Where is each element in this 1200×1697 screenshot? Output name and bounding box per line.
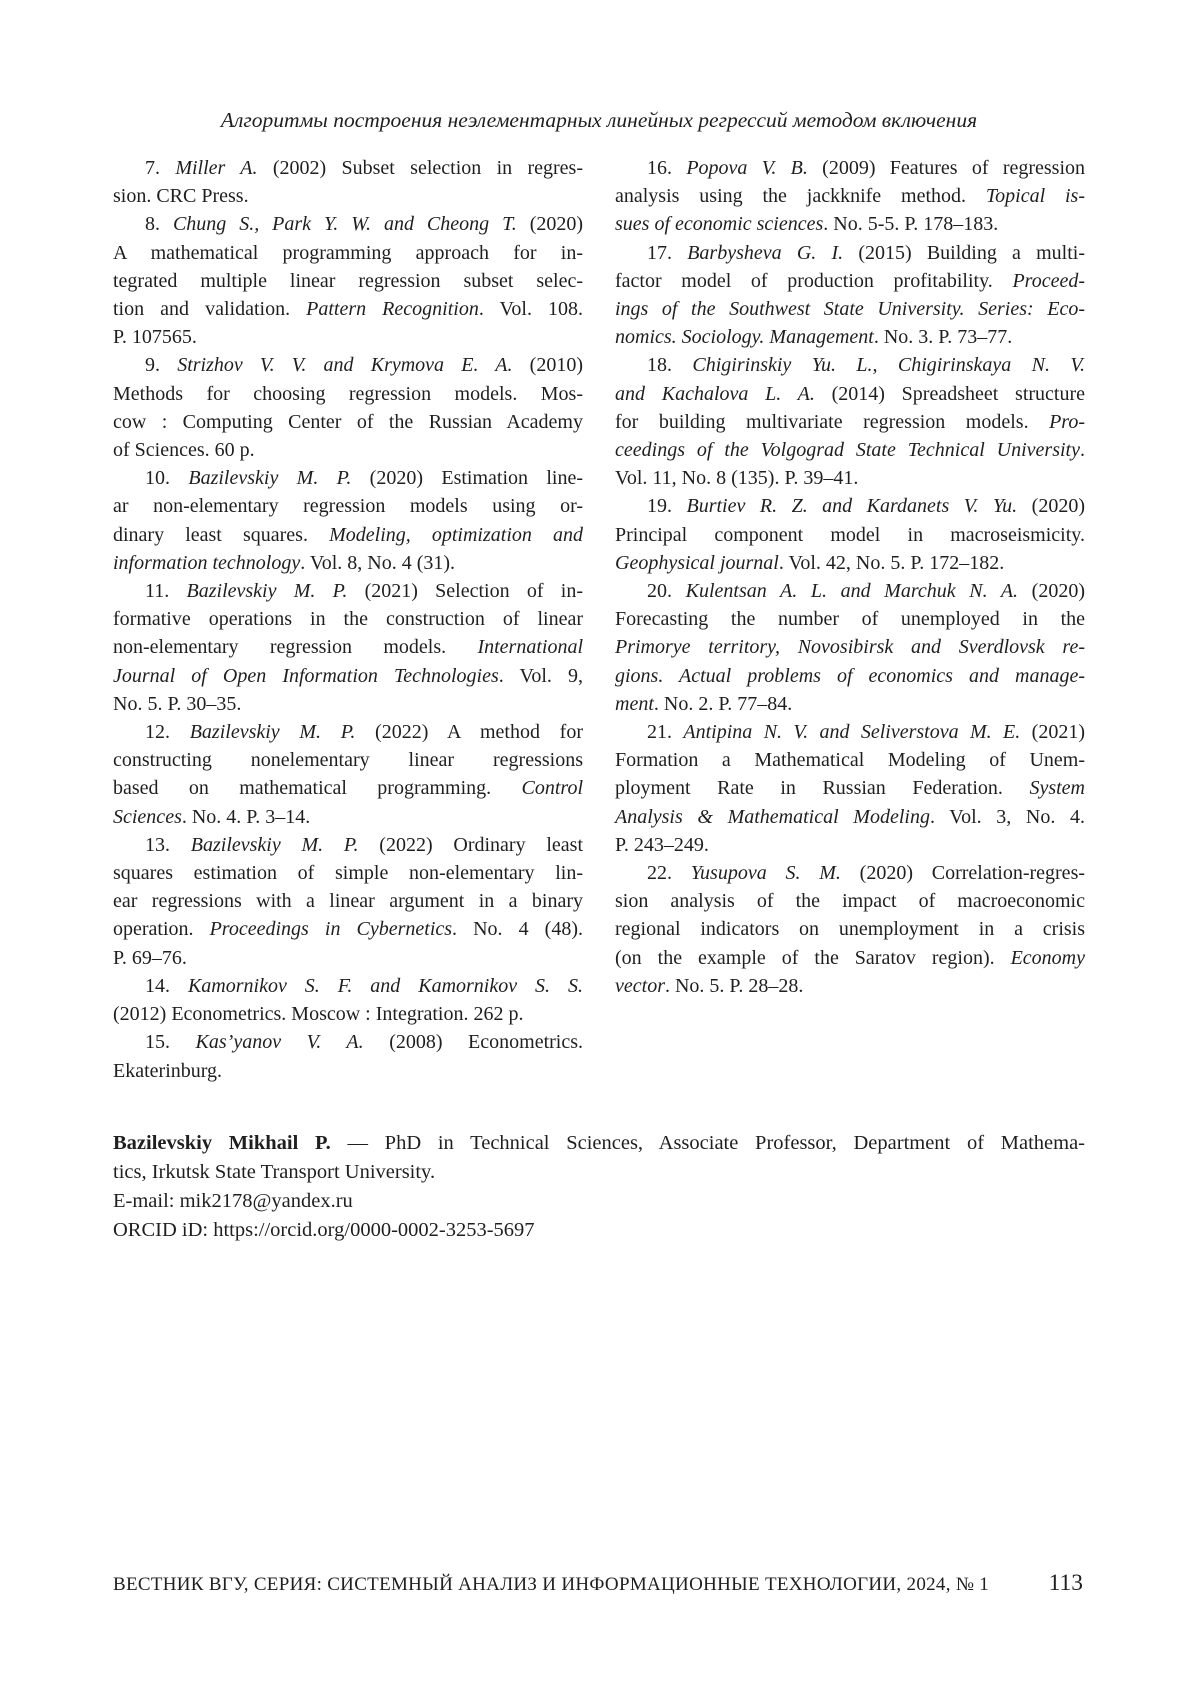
- reference-text: sion. CRC Press.: [113, 185, 249, 208]
- reference-line: [615, 746, 1085, 774]
- reference-item: [113, 831, 583, 972]
- reference-italic-text: Yusupova S. M.: [690, 862, 841, 885]
- reference-text: ployment Rate in Russian Federation.: [615, 777, 1030, 800]
- reference-italic-text: Antipina N. V. and Seliverstova M. E.: [683, 721, 1021, 744]
- reference-text: based on mathematical programming.: [113, 777, 522, 800]
- reference-item: [615, 351, 1085, 492]
- reference-line: [615, 972, 1085, 1000]
- reference-text: 13.: [145, 833, 191, 856]
- reference-item: [113, 1028, 583, 1084]
- running-header: Алгоритмы построения неэлементарных линейных регрессий методом включения: [220, 108, 978, 132]
- reference-text: (2012) Econometrics. Moscow : Integration. 262 p.: [113, 1003, 524, 1026]
- reference-italic-text: Burtiev R. Z. and Kardanets V. Yu.: [686, 495, 1018, 518]
- reference-italic-text: Chung S., Park Y. W. and Cheong T.: [172, 213, 517, 236]
- reference-line: [113, 182, 583, 210]
- journal-title-footer: ВЕСТНИК ВГУ, СЕРИЯ: СИСТЕМНЫЙ АНАЛИЗ И ИНФОРМАЦИОННЫЕ ТЕХНОЛОГИИ, 2024, № 1: [113, 1574, 990, 1595]
- reference-text: 9.: [145, 354, 178, 377]
- reference-text: (2020): [1017, 495, 1085, 518]
- reference-line: [113, 944, 583, 972]
- reference-line: [113, 154, 583, 182]
- reference-text: . No. 5. P. 28–28.: [664, 974, 804, 997]
- reference-item: [113, 577, 583, 718]
- reference-italic-text: ings of the Southwest State University. Series: Eco-: [615, 298, 1085, 321]
- reference-item: [113, 351, 583, 464]
- reference-item: [113, 154, 583, 210]
- reference-italic-text: Kamornikov S. F. and Kamornikov S. S.: [187, 974, 583, 997]
- reference-text: 21.: [647, 721, 684, 744]
- reference-italic-text: ment: [615, 692, 654, 715]
- reference-item: [615, 239, 1085, 352]
- reference-text: 11.: [145, 580, 187, 603]
- reference-text: squares estimation of simple non-elementary lin-: [113, 862, 583, 885]
- reference-italic-text: Economy: [1010, 946, 1085, 969]
- reference-text: A mathematical programming approach for in-: [113, 241, 583, 264]
- reference-line: [615, 521, 1085, 549]
- reference-line: [615, 267, 1085, 295]
- reference-text: . No. 5-5. P. 178–183.: [823, 213, 999, 236]
- reference-italic-text: International: [477, 636, 583, 659]
- reference-line: [113, 803, 583, 831]
- reference-text: (on the example of the Saratov region).: [615, 946, 1011, 969]
- reference-text: 10.: [145, 467, 189, 490]
- reference-text: formative operations in the construction of linear: [113, 608, 583, 631]
- reference-text: . Vol. 3, No. 4.: [929, 805, 1085, 828]
- reference-text: 8.: [145, 213, 173, 236]
- reference-text: Formation a Mathematical Modeling of Unem-: [615, 749, 1085, 772]
- reference-line: [615, 464, 1085, 492]
- author-line: [113, 1129, 1085, 1158]
- reference-text: ar non-elementary regression models using or-: [113, 495, 583, 518]
- reference-italic-text: nomics. Sociology. Management: [615, 326, 874, 349]
- reference-text: 16.: [647, 157, 687, 179]
- reference-line: [615, 831, 1085, 859]
- reference-line: [113, 492, 583, 520]
- reference-line: [615, 436, 1085, 464]
- reference-text: tion and validation.: [113, 298, 307, 321]
- reference-line: [113, 718, 583, 746]
- reference-text: .: [1080, 439, 1085, 462]
- reference-italic-text: Sciences: [113, 805, 182, 828]
- reference-text: (2020) Estimation line-: [351, 467, 584, 490]
- reference-text: tegrated multiple linear regression subset selec-: [113, 269, 583, 292]
- author-email-line: E-mail: mik2178@yandex.ru: [113, 1190, 353, 1212]
- reference-text: regional indicators on unemployment in a crisis: [615, 918, 1085, 941]
- reference-italic-text: Modeling, optimization and: [329, 523, 583, 546]
- reference-line: [113, 408, 583, 436]
- reference-text: Vol. 11, No. 8 (135). P. 39–41.: [615, 467, 859, 490]
- author-name: Bazilevskiy Mikhail P.: [113, 1132, 331, 1154]
- reference-italic-text: ceedings of the Volgograd State Technical University: [615, 439, 1080, 462]
- reference-italic-text: Bazilevskiy M. P.: [186, 580, 348, 603]
- reference-line: [113, 464, 583, 492]
- reference-text: of Sciences. 60 p.: [113, 439, 255, 462]
- reference-line: [615, 408, 1085, 436]
- reference-text: ear regressions with a linear argument in a binary: [113, 890, 583, 913]
- reference-text: dinary least squares.: [113, 523, 330, 546]
- reference-text: Forecasting the number of unemployed in the: [615, 608, 1085, 631]
- reference-text: . Vol. 108.: [478, 298, 583, 321]
- reference-text: Ekaterinburg.: [113, 1059, 223, 1082]
- reference-text: (2020): [1018, 580, 1085, 603]
- reference-line: [113, 605, 583, 633]
- reference-italic-text: Popova V. B.: [686, 157, 808, 179]
- reference-line: [615, 690, 1085, 718]
- reference-text: cow : Computing Center of the Russian Academy: [113, 410, 583, 433]
- author-affiliation-line: tics, Irkutsk State Transport University.: [113, 1161, 436, 1183]
- reference-text: sion analysis of the impact of macroeconomic: [615, 890, 1085, 913]
- reference-italic-text: Kas’yanov V. A.: [195, 1031, 364, 1054]
- reference-italic-text: Bazilevskiy M. P.: [190, 833, 359, 856]
- reference-text: . No. 3. P. 73–77.: [873, 326, 1013, 349]
- reference-line: [615, 944, 1085, 972]
- reference-text: 18.: [647, 354, 693, 377]
- reference-text: (2010): [512, 354, 583, 377]
- reference-item: [113, 972, 583, 1028]
- references-column-left: [113, 154, 583, 1085]
- reference-item: [113, 210, 583, 351]
- reference-line: [615, 662, 1085, 690]
- reference-text: P. 107565.: [113, 326, 197, 349]
- reference-item: [615, 154, 1085, 239]
- reference-line: [615, 492, 1085, 520]
- reference-italic-text: Geophysical journal: [615, 551, 779, 574]
- reference-line: [113, 295, 583, 323]
- reference-line: [113, 1000, 583, 1028]
- reference-italic-text: Pattern Recognition: [306, 298, 479, 321]
- reference-line: [615, 577, 1085, 605]
- reference-text: P. 69–76.: [113, 946, 187, 969]
- reference-line: [113, 690, 583, 718]
- reference-text: factor model of production profitability.: [615, 269, 1013, 292]
- reference-text: . Vol. 9,: [498, 664, 583, 687]
- reference-text: for building multivariate regression models.: [615, 410, 1050, 433]
- reference-line: [615, 718, 1085, 746]
- author-info-section: [113, 1129, 1085, 1245]
- reference-text: (2014) Spreadsheet structure: [814, 382, 1085, 405]
- reference-italic-text: Proceed-: [1012, 269, 1085, 292]
- reference-line: [113, 774, 583, 802]
- reference-text: 12.: [145, 721, 190, 744]
- reference-italic-text: Control: [521, 777, 583, 800]
- reference-text: . No. 4. P. 3–14.: [181, 805, 311, 828]
- reference-italic-text: Primorye territory, Novosibirsk and Sverdlovsk re-: [615, 636, 1085, 659]
- reference-line: [113, 662, 583, 690]
- reference-text: non-elementary regression models.: [113, 636, 478, 659]
- reference-italic-text: Barbysheva G. I.: [687, 241, 844, 264]
- reference-line: [113, 351, 583, 379]
- reference-text: (2002) Subset selection in regres-: [257, 157, 584, 179]
- reference-text: (2021) Selection of in-: [347, 580, 584, 603]
- reference-line: [113, 972, 583, 1000]
- reference-text: (2015) Building a multi-: [843, 241, 1086, 264]
- reference-line: [113, 380, 583, 408]
- reference-text: operation.: [113, 918, 210, 941]
- reference-line: [615, 605, 1085, 633]
- reference-line: [113, 633, 583, 661]
- page-number: 113: [1048, 1570, 1083, 1596]
- reference-item: [615, 718, 1085, 859]
- reference-line: [615, 182, 1085, 210]
- reference-line: [113, 859, 583, 887]
- reference-text: 15.: [145, 1031, 196, 1054]
- reference-text: 20.: [647, 580, 686, 603]
- reference-line: [615, 323, 1085, 351]
- reference-italic-text: and Kachalova L. A.: [615, 382, 815, 405]
- reference-italic-text: Kulentsan A. L. and Marchuk N. A.: [685, 580, 1019, 603]
- reference-line: [615, 803, 1085, 831]
- reference-item: [615, 492, 1085, 577]
- reference-text: (2021): [1020, 721, 1085, 744]
- reference-line: [615, 774, 1085, 802]
- reference-text: 17.: [647, 241, 688, 264]
- reference-text: Principal component model in macroseismicity.: [615, 523, 1085, 546]
- reference-line: [113, 210, 583, 238]
- reference-text: (2020) Correlation-regres-: [840, 862, 1086, 885]
- reference-line: [615, 549, 1085, 577]
- reference-text: (2022) A method for: [355, 721, 584, 744]
- reference-text: . Vol. 8, No. 4 (31).: [300, 551, 456, 574]
- reference-italic-text: System: [1029, 777, 1085, 800]
- reference-line: [113, 831, 583, 859]
- reference-line: [113, 436, 583, 464]
- reference-text: 7.: [145, 157, 176, 179]
- reference-text: Methods for choosing regression models. Mos-: [113, 382, 583, 405]
- reference-text: (2020): [516, 213, 584, 236]
- reference-text: constructing nonelementary linear regressions: [113, 749, 583, 772]
- reference-italic-text: Bazilevskiy M. P.: [188, 467, 352, 490]
- reference-italic-text: information technology: [113, 551, 301, 574]
- reference-italic-text: vector: [615, 974, 665, 997]
- reference-italic-text: gions. Actual problems of economics and manage-: [615, 664, 1085, 687]
- reference-italic-text: Chigirinskiy Yu. L., Chigirinskaya N. V.: [692, 354, 1086, 377]
- reference-text: 19.: [647, 495, 687, 518]
- author-orcid-line: ORCID iD: https://orcid.org/0000-0002-3253-5697: [113, 1219, 535, 1241]
- reference-text: analysis using the jackknife method.: [615, 185, 986, 208]
- reference-italic-text: Proceedings in Cybernetics: [209, 918, 453, 941]
- references-section: [113, 154, 1085, 1085]
- reference-italic-text: Analysis & Mathematical Modeling: [615, 805, 930, 828]
- reference-text: (2022) Ordinary least: [358, 833, 583, 856]
- reference-text: (2009) Features of regression: [807, 157, 1086, 179]
- reference-text: 22.: [647, 862, 691, 885]
- reference-line: [615, 887, 1085, 915]
- reference-item: [615, 577, 1085, 718]
- reference-italic-text: Journal of Open Information Technologies: [113, 664, 499, 687]
- reference-italic-text: Pro-: [1049, 410, 1085, 433]
- reference-line: [113, 577, 583, 605]
- reference-line: [615, 633, 1085, 661]
- reference-line: [615, 295, 1085, 323]
- references-column-right: [615, 154, 1085, 1085]
- reference-italic-text: Bazilevskiy M. P.: [189, 721, 356, 744]
- reference-line: [113, 887, 583, 915]
- reference-italic-text: Strizhov V. V. and Krymova E. A.: [177, 354, 513, 377]
- reference-item: [113, 464, 583, 577]
- page-footer: [113, 1570, 1085, 1597]
- reference-item: [113, 718, 583, 831]
- reference-line: [113, 521, 583, 549]
- reference-text: No. 5. P. 30–35.: [113, 692, 242, 715]
- reference-line: [615, 154, 1085, 182]
- reference-line: [113, 746, 583, 774]
- reference-line: [113, 239, 583, 267]
- author-degree-affiliation: — PhD in Technical Sciences, Associate Professor, Department of Mathema-: [330, 1132, 1085, 1154]
- reference-text: 14.: [145, 974, 188, 997]
- reference-line: [113, 549, 583, 577]
- reference-line: [615, 915, 1085, 943]
- reference-line: [113, 267, 583, 295]
- reference-line: [615, 210, 1085, 238]
- reference-text: P. 243–249.: [615, 833, 709, 856]
- reference-line: [113, 1057, 583, 1085]
- reference-line: [113, 323, 583, 351]
- reference-line: [615, 859, 1085, 887]
- reference-italic-text: Miller A.: [175, 157, 258, 179]
- reference-text: (2008) Econometrics.: [363, 1031, 584, 1054]
- reference-line: [615, 380, 1085, 408]
- reference-text: . Vol. 42, No. 5. P. 172–182.: [778, 551, 1005, 574]
- reference-italic-text: Topical is-: [985, 185, 1085, 208]
- reference-text: . No. 2. P. 77–84.: [653, 692, 793, 715]
- reference-line: [615, 351, 1085, 379]
- reference-italic-text: sues of economic sciences: [615, 213, 824, 236]
- reference-text: . No. 4 (48).: [452, 918, 584, 941]
- reference-item: [615, 859, 1085, 1000]
- reference-line: [615, 239, 1085, 267]
- reference-line: [113, 1028, 583, 1056]
- reference-line: [113, 915, 583, 943]
